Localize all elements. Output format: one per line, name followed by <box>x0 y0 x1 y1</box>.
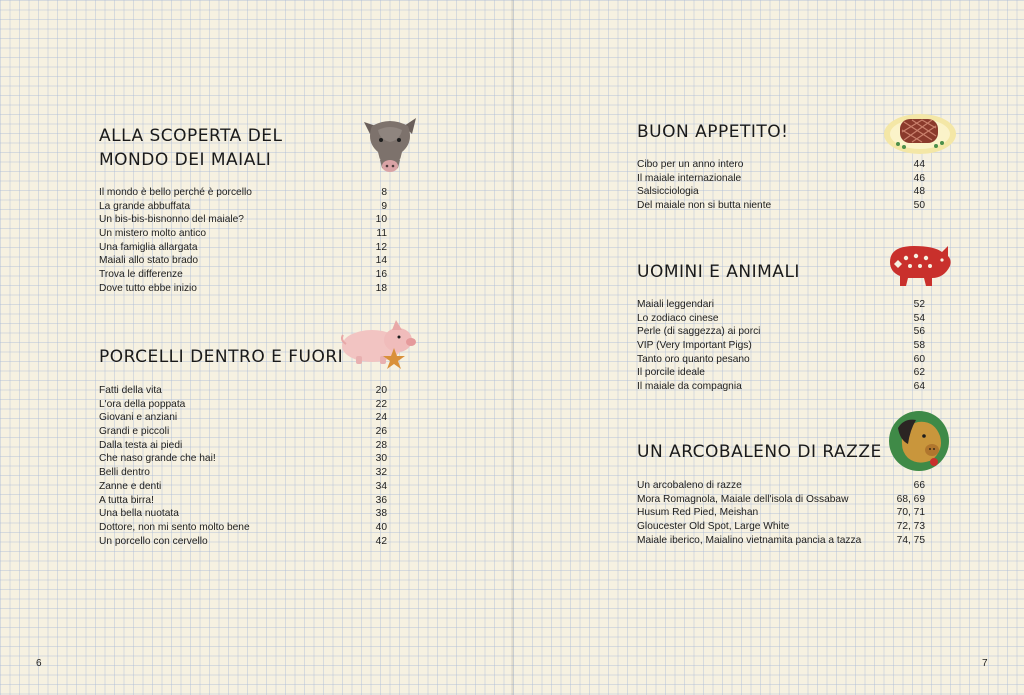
toc-entry[interactable] <box>99 254 387 268</box>
toc-entry[interactable] <box>637 353 925 367</box>
section-title: UN ARCOBALENO DI RAZZE <box>637 442 882 462</box>
entry-label: Il porcile ideale <box>637 367 705 379</box>
entry-page: 40 <box>375 521 387 533</box>
toc-entry[interactable] <box>637 325 925 339</box>
entry-page: 52 <box>913 299 925 310</box>
roast-plate-icon <box>882 110 958 158</box>
toc-entry[interactable] <box>637 520 925 534</box>
section-title: PORCELLI DENTRO E FUORI <box>99 347 344 367</box>
entry-label: Gloucester Old Spot, Large White <box>637 521 790 533</box>
entry-page: 62 <box>913 367 925 379</box>
entry-label: Un mistero molto antico <box>99 228 207 240</box>
toc-entry[interactable] <box>99 282 387 296</box>
entry-label: Una bella nuotata <box>99 508 179 520</box>
section-title: ALLA SCOPERTA DEL MONDO DEI MAIALI <box>99 126 283 170</box>
entry-page: 42 <box>375 535 387 547</box>
entry-page: 74, 75 <box>896 534 925 546</box>
entry-label: Dove tutto ebbe inizio <box>99 282 197 294</box>
toc-entry[interactable] <box>99 268 387 282</box>
toc-entry[interactable] <box>637 199 925 213</box>
entry-page: 20 <box>375 385 387 396</box>
toc-entry[interactable] <box>637 298 925 312</box>
entry-label: Perle (di saggezza) ai porci <box>637 326 761 338</box>
toc-entry[interactable] <box>637 339 925 353</box>
pig-portrait-circle-icon <box>888 410 950 472</box>
entry-page: 30 <box>375 453 387 465</box>
entry-page: 68, 69 <box>896 493 925 505</box>
entry-label: Giovani e anziani <box>99 412 178 424</box>
entry-page: 66 <box>913 480 925 491</box>
entry-label: Mora Romagnola, Maiale dell'isola di Ossabaw <box>637 493 849 505</box>
toc-entry[interactable] <box>637 380 925 394</box>
entry-page: 18 <box>375 282 387 294</box>
entry-page: 14 <box>375 255 387 267</box>
toc-entry[interactable] <box>637 185 925 199</box>
entry-page: 28 <box>375 439 387 451</box>
toc-list <box>99 186 387 296</box>
entry-label: Dalla testa ai piedi <box>99 439 183 451</box>
entry-page: 22 <box>375 398 387 410</box>
entry-label: Il maiale da compagnia <box>637 381 742 393</box>
entry-label: A tutta birra! <box>99 494 154 506</box>
toc-entry[interactable] <box>637 493 925 507</box>
entry-page: 8 <box>381 187 387 198</box>
entry-page: 44 <box>913 159 925 170</box>
toc-entry[interactable] <box>637 312 925 326</box>
entry-page: 26 <box>375 426 387 438</box>
entry-label: Un bis-bis-bisnonno del maiale? <box>99 214 244 226</box>
section-porcelli <box>99 345 387 548</box>
toc-list <box>637 158 925 213</box>
section-title: BUON APPETITO! <box>637 122 789 142</box>
toc-entry[interactable] <box>637 479 925 493</box>
toc-entry[interactable] <box>99 521 387 535</box>
entry-label: Fatti della vita <box>99 385 162 396</box>
entry-page: 70, 71 <box>896 507 925 519</box>
entry-page: 36 <box>375 494 387 506</box>
entry-page: 56 <box>913 326 925 338</box>
entry-label: Il maiale internazionale <box>637 172 742 184</box>
entry-page: 34 <box>375 480 387 492</box>
entry-label: Una famiglia allargata <box>99 241 198 253</box>
entry-label: Trova le differenze <box>99 269 183 281</box>
entry-label: Il mondo è bello perché è porcello <box>99 187 252 198</box>
entry-page: 48 <box>913 186 925 198</box>
section-uomini-animali <box>637 260 925 394</box>
section-alla-scoperta <box>99 124 387 296</box>
section-title: UOMINI E ANIMALI <box>637 262 800 282</box>
toc-entry[interactable] <box>99 466 387 480</box>
entry-label: L'ora della poppata <box>99 398 186 410</box>
entry-page: 50 <box>913 200 925 212</box>
entry-page: 16 <box>375 269 387 281</box>
entry-page: 64 <box>913 381 925 393</box>
red-papercut-pig-icon <box>884 238 954 290</box>
entry-label: VIP (Very Important Pigs) <box>637 340 752 352</box>
entry-page: 11 <box>376 228 387 240</box>
toc-entry[interactable] <box>99 227 387 241</box>
entry-page: 32 <box>375 467 387 479</box>
entry-label: Salsicciologia <box>637 186 699 198</box>
entry-label: Zanne e denti <box>99 480 162 492</box>
entry-label: Belli dentro <box>99 467 150 479</box>
toc-entry[interactable] <box>99 425 387 439</box>
entry-label: Un porcello con cervello <box>99 535 208 547</box>
entry-page: 24 <box>375 412 387 424</box>
toc-entry[interactable] <box>99 439 387 453</box>
entry-label: Husum Red Pied, Meishan <box>637 507 759 519</box>
entry-label: Maiale iberico, Maialino vietnamita pancia a tazza <box>637 534 862 546</box>
toc-entry[interactable] <box>637 158 925 172</box>
toc-entry[interactable] <box>99 398 387 412</box>
section-arcobaleno-razze <box>637 440 925 547</box>
toc-list <box>637 298 925 394</box>
entry-label: Cibo per un anno intero <box>637 159 744 170</box>
entry-label: Maiali leggendari <box>637 299 715 310</box>
toc-entry[interactable] <box>99 452 387 466</box>
toc-list <box>99 384 387 548</box>
page-number-left: 6 <box>36 658 42 669</box>
entry-label: Grandi e piccoli <box>99 426 170 438</box>
entry-page: 38 <box>375 508 387 520</box>
entry-label: La grande abbuffata <box>99 200 191 212</box>
entry-label: Dottore, non mi sento molto bene <box>99 521 250 533</box>
entry-label: Del maiale non si butta niente <box>637 200 772 212</box>
toc-list <box>637 479 925 547</box>
toc-entry[interactable] <box>99 480 387 494</box>
toc-entry[interactable] <box>99 241 387 255</box>
entry-page: 10 <box>375 214 387 226</box>
toc-entry[interactable] <box>99 507 387 521</box>
toc-entry[interactable] <box>637 366 925 380</box>
entry-page: 58 <box>913 340 925 352</box>
pink-pig-icon <box>336 318 422 374</box>
page-gutter <box>511 0 514 695</box>
entry-page: 46 <box>913 172 925 184</box>
toc-entry[interactable] <box>99 200 387 214</box>
toc-entry[interactable] <box>99 213 387 227</box>
entry-label: Che naso grande che hai! <box>99 453 216 465</box>
entry-page: 60 <box>913 353 925 365</box>
toc-entry[interactable] <box>637 534 925 548</box>
page-number-right: 7 <box>982 658 988 669</box>
entry-page: 54 <box>913 312 925 324</box>
toc-entry[interactable] <box>637 506 925 520</box>
entry-label: Maiali allo stato brado <box>99 255 199 267</box>
toc-entry[interactable] <box>99 494 387 508</box>
toc-entry[interactable] <box>99 186 387 200</box>
entry-page: 12 <box>375 241 387 253</box>
toc-entry[interactable] <box>99 535 387 549</box>
entry-page: 9 <box>381 200 387 212</box>
entry-label: Lo zodiaco cinese <box>637 312 719 324</box>
toc-entry[interactable] <box>637 172 925 186</box>
toc-entry[interactable] <box>99 384 387 398</box>
entry-page: 72, 73 <box>896 521 925 533</box>
boar-head-icon <box>356 112 424 176</box>
entry-label: Un arcobaleno di razze <box>637 480 742 491</box>
entry-label: Tanto oro quanto pesano <box>637 353 750 365</box>
toc-entry[interactable] <box>99 411 387 425</box>
